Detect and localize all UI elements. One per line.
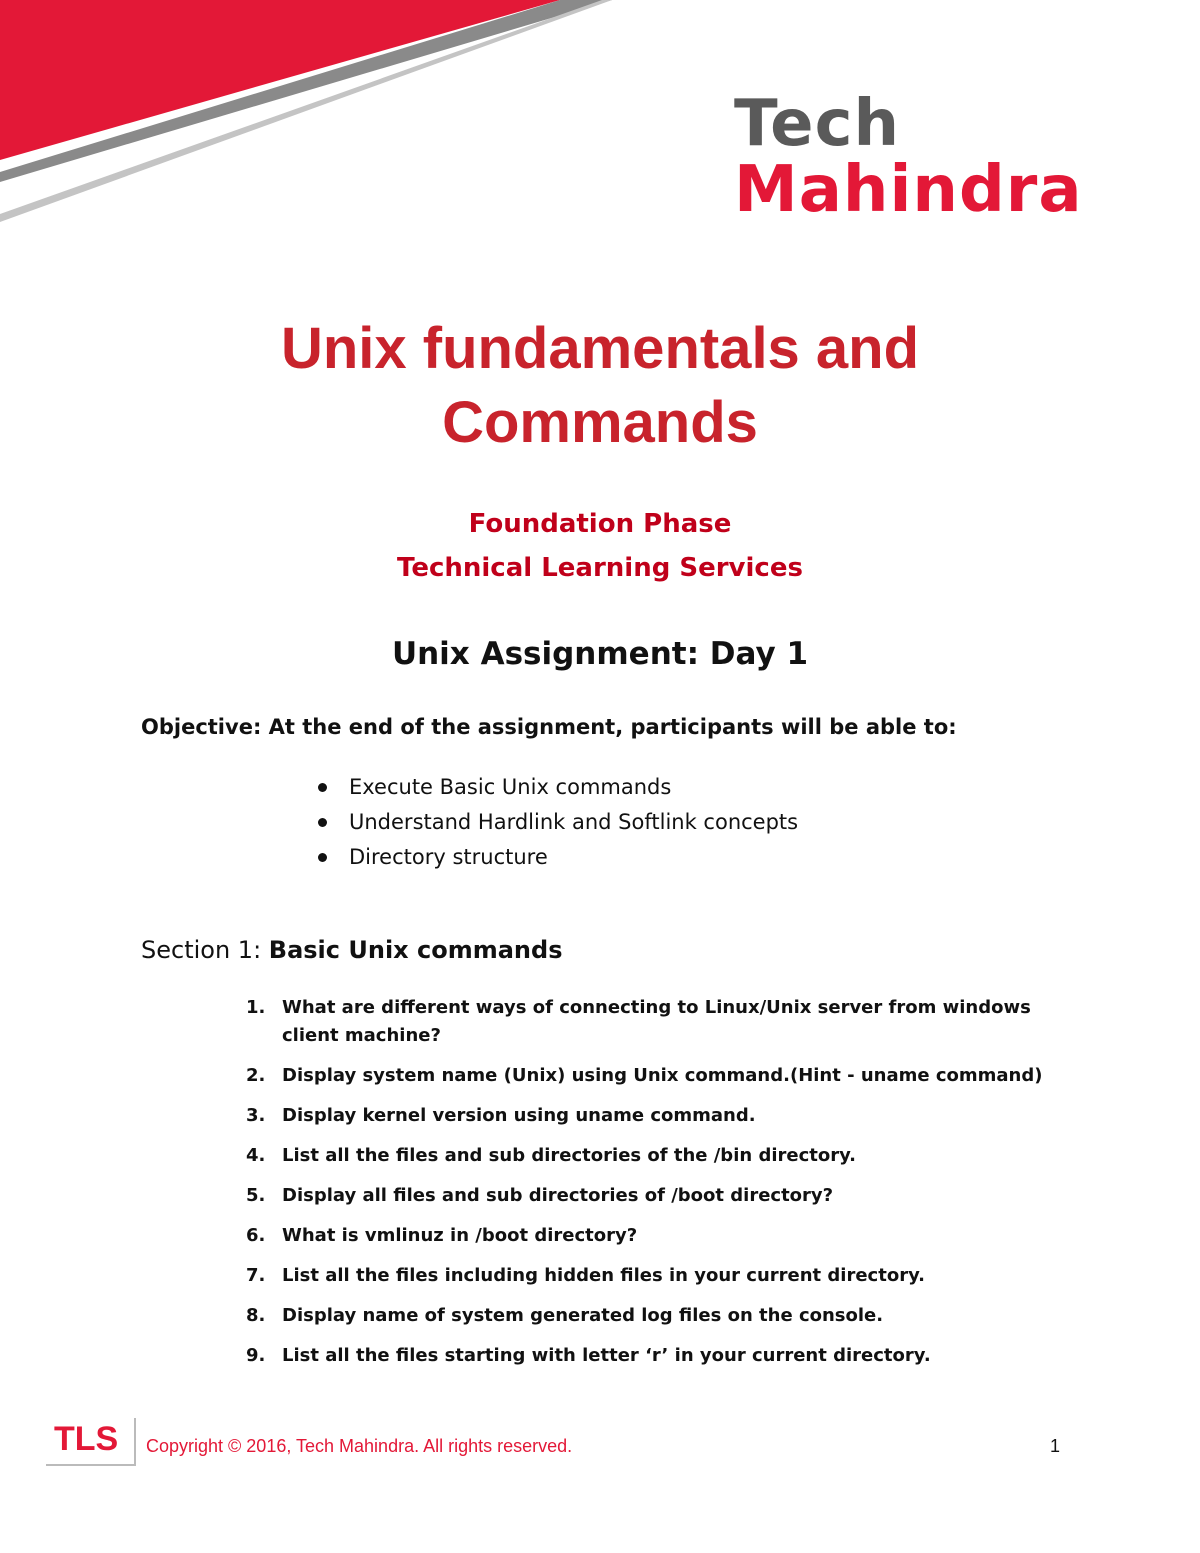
banner-red-stripe bbox=[0, 0, 560, 160]
list-item bbox=[318, 770, 798, 805]
question-number: 2. bbox=[246, 1065, 266, 1086]
page-number: 1 bbox=[1050, 1436, 1061, 1456]
question-text: Display kernel version using uname command. bbox=[282, 1105, 756, 1126]
section-heading bbox=[141, 936, 562, 964]
subtitle-line-2: Technical Learning Services bbox=[397, 553, 803, 583]
title-line-1: Unix fundamentals and bbox=[280, 316, 920, 381]
question-number: 9. bbox=[246, 1345, 266, 1366]
question-text: Display system name (Unix) using Unix command.(Hint - uname command) bbox=[282, 1065, 1043, 1086]
section-prefix: Section 1: bbox=[141, 936, 269, 964]
list-item bbox=[246, 994, 1076, 1050]
copyright-text: Copyright © 2016, Tech Mahindra. All rights reserved. bbox=[146, 1436, 573, 1456]
question-text: Display all files and sub directories of /boot directory? bbox=[282, 1185, 834, 1206]
question-number: 6. bbox=[246, 1225, 266, 1246]
assignment-heading: Unix Assignment: Day 1 bbox=[391, 636, 809, 672]
bullet-text: Execute Basic Unix commands bbox=[349, 775, 672, 799]
list-item bbox=[246, 1062, 1076, 1090]
title-line-2: Commands bbox=[442, 390, 758, 455]
list-item bbox=[246, 1222, 1076, 1250]
question-number: 3. bbox=[246, 1105, 266, 1126]
bullet-text: Understand Hardlink and Softlink concepts bbox=[349, 810, 799, 834]
question-text: Display name of system generated log files on the console. bbox=[282, 1305, 884, 1326]
question-number: 5. bbox=[246, 1185, 266, 1206]
list-item bbox=[246, 1302, 1076, 1330]
tech-mahindra-logo bbox=[734, 87, 1083, 227]
question-number: 4. bbox=[246, 1145, 266, 1166]
objective-text: Objective: At the end of the assignment, participants will be able to: bbox=[141, 715, 957, 739]
document-title bbox=[0, 312, 1200, 460]
subtitle-line-1: Foundation Phase bbox=[468, 509, 732, 539]
question-text: What is vmlinuz in /boot directory? bbox=[282, 1225, 638, 1246]
question-text: What are different ways of connecting to Linux/Unix server from windows client machine? bbox=[282, 997, 1031, 1046]
logo-tech-text: Tech bbox=[734, 87, 901, 161]
list-item bbox=[246, 1142, 1076, 1170]
question-number: 7. bbox=[246, 1265, 266, 1286]
list-item bbox=[318, 805, 798, 840]
question-text: List all the files and sub directories of the /bin directory. bbox=[282, 1145, 857, 1166]
document-subtitle bbox=[0, 502, 1200, 590]
bullet-icon bbox=[318, 783, 327, 792]
list-item bbox=[246, 1102, 1076, 1130]
question-list bbox=[246, 994, 1076, 1382]
question-number: 8. bbox=[246, 1305, 266, 1326]
list-item bbox=[246, 1262, 1076, 1290]
tls-logo: TLS bbox=[54, 1420, 119, 1458]
list-item bbox=[246, 1342, 1076, 1370]
list-item bbox=[318, 840, 798, 875]
question-text: List all the files including hidden files in your current directory. bbox=[282, 1265, 925, 1286]
list-item bbox=[246, 1182, 1076, 1210]
bullet-text: Directory structure bbox=[349, 845, 548, 869]
bullet-icon bbox=[318, 818, 327, 827]
logo-mahindra-text: Mahindra bbox=[734, 153, 1083, 227]
question-text: List all the files starting with letter ‘r’ in your current directory. bbox=[282, 1345, 931, 1366]
question-number: 1. bbox=[246, 997, 266, 1018]
bullet-icon bbox=[318, 853, 327, 862]
section-title: Basic Unix commands bbox=[268, 936, 563, 964]
objective-list bbox=[318, 770, 798, 875]
